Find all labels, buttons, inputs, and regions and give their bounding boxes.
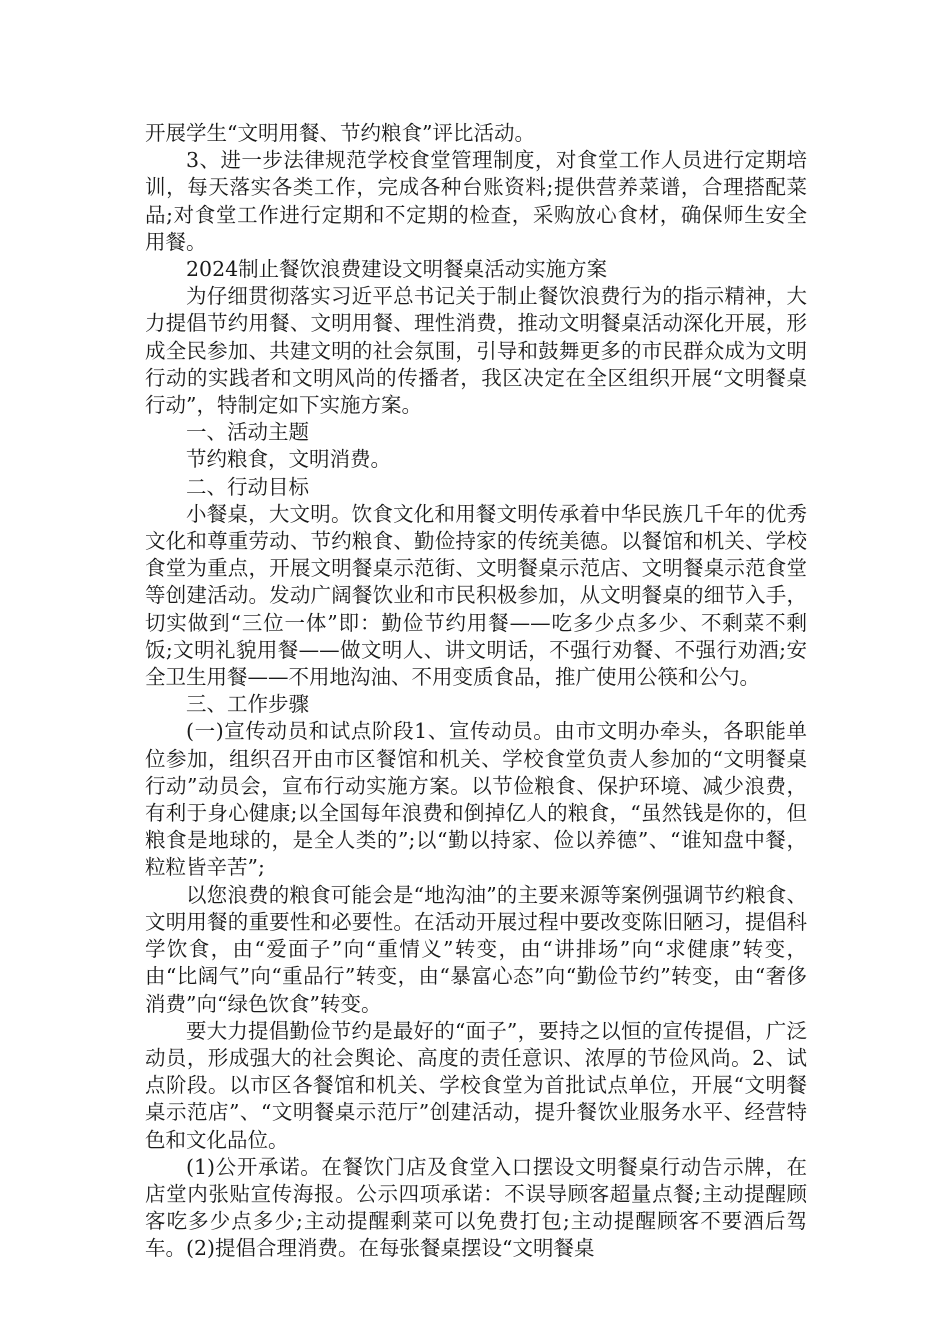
paragraph: 要大力提倡勤俭节约是最好的“面子”，要持之以恒的宣传提倡，广泛动员，形成强大的社会舆论、高度的责任意识、浓厚的节俭风尚。2、试点阶段。以市区各餐馆和机关、学校食堂为首批试点单位，开展“文明餐桌示范店”、“文明餐桌示范厅”创建活动，提升餐饮业服务水平、经营特色和文化品位。 [145,1018,807,1152]
paragraph: (一)宣传动员和试点阶段1、宣传动员。由市文明办牵头，各职能单位参加，组织召开由市区餐馆和机关、学校食堂负责人参加的“文明餐桌行动”动员会，宣布行动实施方案。以节俭粮食、保护环境、减少浪费，有利于身心健康;以全国每年浪费和倒掉亿人的粮食，“虽然钱是你的，但粮食是地球的，是全人类的”;以“勤以持家、俭以养德”、“谁知盘中餐，粒粒皆辛苦”; [145,719,807,880]
document-body [145,120,807,1263]
paragraph: 为仔细贯彻落实习近平总书记关于制止餐饮浪费行为的指示精神，大力提倡节约用餐、文明用餐、理性消费，推动文明餐桌活动深化开展，形成全民参加、共建文明的社会氛围，引导和鼓舞更多的市民群众成为文明行动的实践者和文明风尚的传播者，我区决定在全区组织开展“文明餐桌行动”，特制定如下实施方案。 [145,284,807,418]
paragraph: 节约粮食，文明消费。 [186,447,391,472]
document-title: 2024制止餐饮浪费建设文明餐桌活动实施方案 [186,257,608,282]
section-heading: 三、工作步骤 [186,692,309,717]
paragraph: 3、进一步法律规范学校食堂管理制度，对食堂工作人员进行定期培训，每天落实各类工作，完成各种台账资料;提供营养菜谱，合理搭配菜品;对食堂工作进行定期和不定期的检查，采购放心食材，确保师生安全用餐。 [145,148,807,254]
section-heading: 二、行动目标 [186,474,309,499]
paragraph: 以您浪费的粮食可能会是“地沟油”的主要来源等案例强调节约粮食、文明用餐的重要性和必要性。在活动开展过程中要改变陈旧陋习，提倡科学饮食，由“爱面子”向“重情义”转变，由“讲排场”向“求健康”转变，由“比阔气”向“重品行”转变，由“暴富心态”向“勤俭节约”转变，由“奢侈消费”向“绿色饮食”转变。 [145,882,807,1016]
paragraph: 小餐桌，大文明。饮食文化和用餐文明传承着中华民族几千年的优秀文化和尊重劳动、节约粮食、勤俭持家的传统美德。以餐馆和机关、学校食堂为重点，开展文明餐桌示范街、文明餐桌示范店、文明餐桌示范食堂等创建活动。发动广阔餐饮业和市民积极参加，从文明餐桌的细节入手，切实做到“三位一体”即：勤俭节约用餐——吃多少点多少、不剩菜不剩饭;文明礼貌用餐——做文明人、讲文明话，不强行劝餐、不强行劝酒;安全卫生用餐——不用地沟油、不用变质食品，推广使用公筷和公勺。 [145,501,807,690]
section-heading: 一、活动主题 [186,420,309,445]
paragraph: (1)公开承诺。在餐饮门店及食堂入口摆设文明餐桌行动告示牌，在店堂内张贴宣传海报。公示四项承诺：不误导顾客超量点餐;主动提醒顾客吃多少点多少;主动提醒剩菜可以免费打包;主动提醒顾客不要酒后驾车。(2)提倡合理消费。在每张餐桌摆设“文明餐桌 [145,1154,807,1261]
paragraph: 开展学生“文明用餐、节约粮食”评比活动。 [145,121,535,145]
